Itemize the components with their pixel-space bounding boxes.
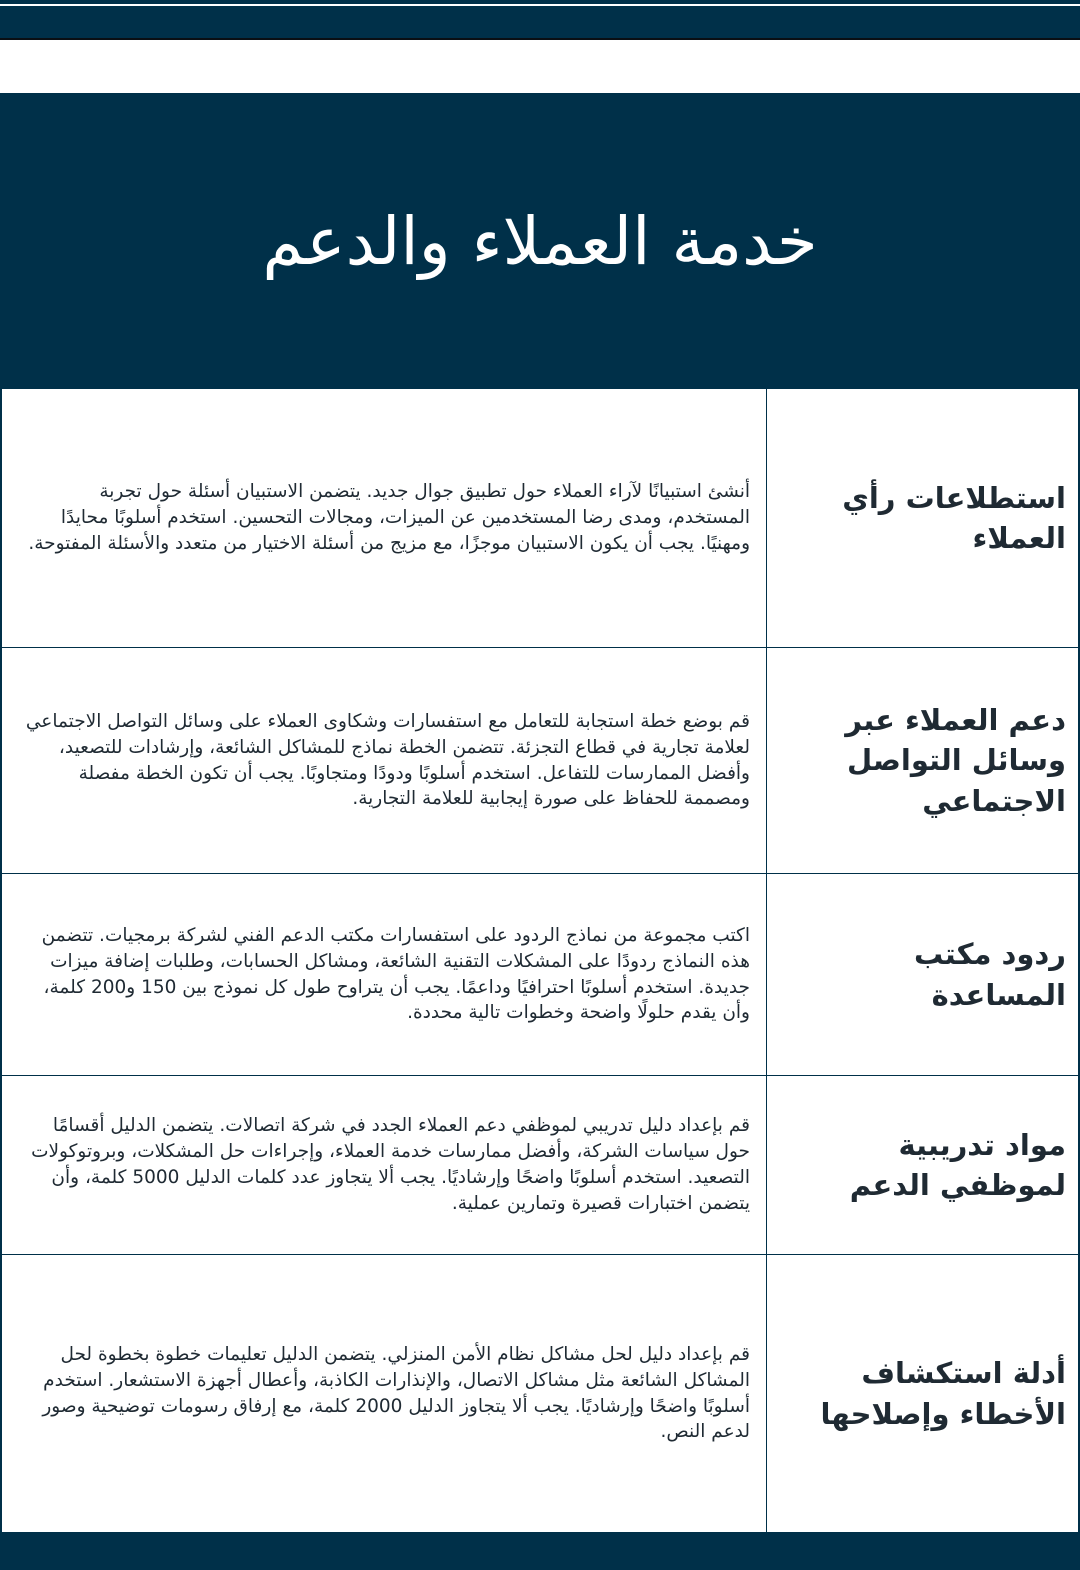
- row-title: مواد تدريبية لموظفي الدعم: [849, 1127, 1066, 1202]
- row-title: أدلة استكشاف الأخطاء وإصلاحها: [820, 1356, 1066, 1431]
- row-title-cell: [766, 874, 1078, 1075]
- row-title-cell: [766, 648, 1078, 873]
- row-description: قم بإعداد دليل تدريبي لموظفي دعم العملاء الجدد في شركة اتصالات. يتضمن الدليل أقسامًا حول سياسات الشركة، وأفضل ممارسات خدمة العملاء، وإجراءات حل المشكلات، وبروتوكولات التصعيد. استخدم أسلوبًا واضحًا وإرشاديًا. يجب ألا يتجاوز عدد كلمات الدليل 5000 كلمة، وأن يتضمن اختبارات قصيرة وتمارين عملية.: [31, 1115, 750, 1214]
- row-description-cell: [2, 648, 766, 873]
- table-row: [2, 389, 1078, 648]
- table-row: [2, 874, 1078, 1076]
- table-row: [2, 648, 1078, 874]
- header-banner: [0, 93, 1080, 389]
- top-bar-line: [0, 4, 1080, 6]
- table-row: [2, 1255, 1078, 1532]
- row-title: دعم العملاء عبر وسائل التواصل الاجتماعي: [845, 703, 1066, 818]
- row-description: قم بوضع خطة استجابة للتعامل مع استفسارات وشكاوى العملاء على وسائل التواصل الاجتماعي لعلامة تجارية في قطاع التجزئة. تتضمن الخطة نماذج للمشاكل الشائعة، وإرشادات للتصعيد، وأفضل الممارسات للتفاعل. استخدم أسلوبًا ودودًا ومتجاوبًا. يجب أن تكون الخطة مفصلة ومصممة للحفاظ على صورة إيجابية للعلامة التجارية.: [25, 710, 750, 810]
- table-row: [2, 1076, 1078, 1255]
- row-description: قم بإعداد دليل لحل مشاكل نظام الأمن المنزلي. يتضمن الدليل تعليمات خطوة بخطوة لحل المشاكل الشائعة مثل مشاكل الاتصال، والإنذارات الكاذبة، وأعطال أجهزة الاستشعار. استخدم أسلوبًا واضحًا وإرشاديًا. يجب ألا يتجاوز الدليل 2000 كلمة، مع إرفاق رسومات توضيحية وصور لدعم النص.: [42, 1343, 750, 1443]
- prompt-table: [0, 389, 1080, 1532]
- row-description: أنشئ استبيانًا لآراء العملاء حول تطبيق جوال جديد. يتضمن الاستبيان أسئلة حول تجربة المستخدم، ومدى رضا المستخدمين عن الميزات، ومجالات التحسين. استخدم أسلوبًا محايدًا ومهنيًا. يجب أن يكون الاستبيان موجزًا، مع مزيج من أسئلة الاختيار من متعدد والأسئلة المفتوحة.: [28, 481, 750, 554]
- row-title-cell: [766, 1255, 1078, 1532]
- row-description-cell: [2, 1255, 766, 1532]
- row-description-cell: [2, 874, 766, 1075]
- row-title-cell: [766, 389, 1078, 647]
- row-description-cell: [2, 1076, 766, 1254]
- bottom-bar: [0, 1532, 1080, 1570]
- row-title-cell: [766, 1076, 1078, 1254]
- row-description: اكتب مجموعة من نماذج الردود على استفسارات مكتب الدعم الفني لشركة برمجيات. تتضمن هذه النماذج ردودًا على المشكلات التقنية الشائعة، ومشاكل الحسابات، وطلبات إضافة ميزات جديدة. استخدم أسلوبًا احترافيًا وداعمًا. يجب أن يتراوح طول كل نموذج بين 150 و200 كلمة، وأن يقدم حلولًا واضحة وخطوات تالية محددة.: [41, 924, 750, 1024]
- row-title: ردود مكتب المساعدة: [914, 937, 1066, 1012]
- row-description-cell: [2, 389, 766, 647]
- top-bar: [0, 0, 1080, 40]
- page-title: خدمة العملاء والدعم: [262, 202, 818, 280]
- row-title: استطلاعات رأي العملاء: [842, 480, 1066, 555]
